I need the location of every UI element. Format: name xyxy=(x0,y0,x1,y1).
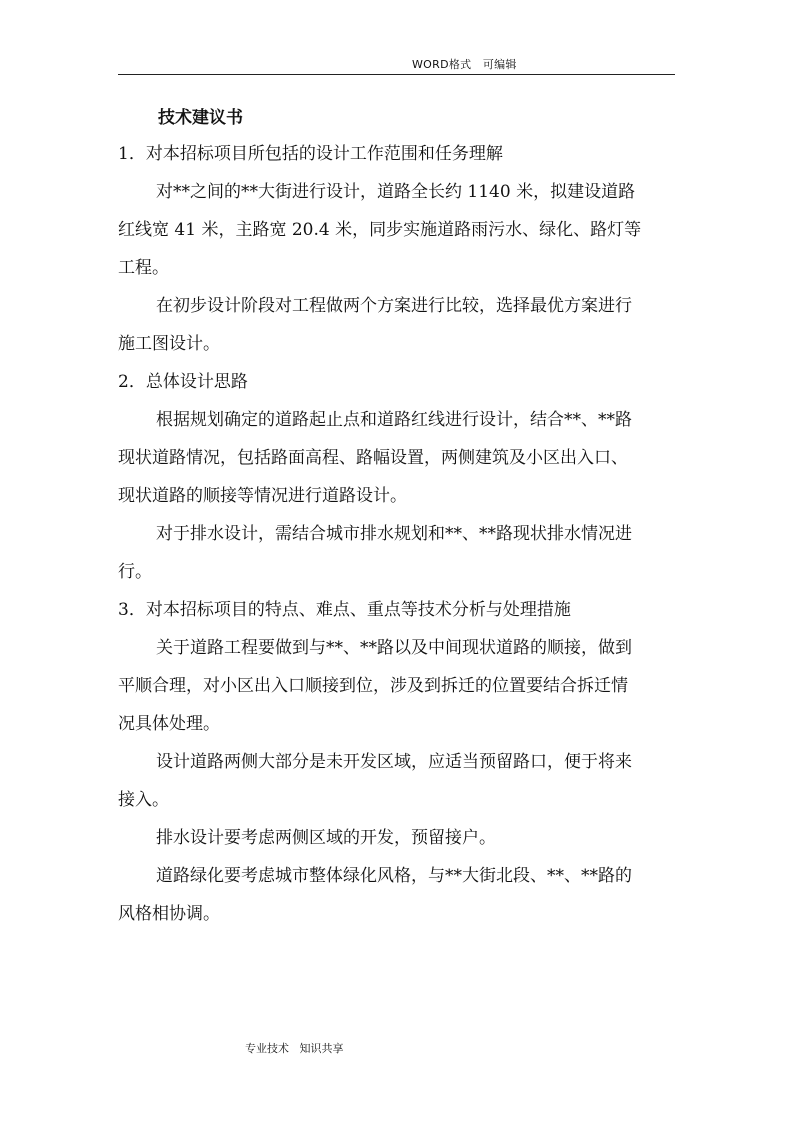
text-line: 1．对本招标项目所包括的设计工作范围和任务理解 xyxy=(118,144,503,164)
page-footer: 专业技术 知识共享 xyxy=(245,1042,344,1055)
text-line: 施工图设计。 xyxy=(118,334,220,354)
text-line: 况具体处理。 xyxy=(118,714,220,734)
text-line: 红线宽 41 米，主路宽 20.4 米，同步实施道路雨污水、绿化、路灯等 xyxy=(118,220,642,240)
text-line: 工程。 xyxy=(118,258,169,278)
text-line: 行。 xyxy=(118,562,152,582)
document-title: 技术建议书 xyxy=(158,108,243,128)
text-line: 在初步设计阶段对工程做两个方案进行比较，选择最优方案进行 xyxy=(156,296,632,316)
text-line: 2．总体设计思路 xyxy=(118,372,248,392)
text-line: 现状道路的顺接等情况进行道路设计。 xyxy=(118,486,407,506)
text-line: 现状道路情况，包括路面高程、路幅设置，两侧建筑及小区出入口、 xyxy=(118,448,628,468)
text-line: 根据规划确定的道路起止点和道路红线进行设计，结合**、**路 xyxy=(156,410,632,430)
page-header xyxy=(118,54,675,75)
document-body xyxy=(118,103,678,933)
text-line: 对于排水设计，需结合城市排水规划和**、**路现状排水情况进 xyxy=(156,524,632,544)
text-line: 平顺合理，对小区出入口顺接到位，涉及到拆迁的位置要结合拆迁情 xyxy=(118,676,628,696)
text-line: 道路绿化要考虑城市整体绿化风格，与**大街北段、**、**路的 xyxy=(156,866,632,886)
text-line: 风格相协调。 xyxy=(118,904,220,924)
text-line: 对**之间的**大街进行设计，道路全长约 1140 米，拟建设道路 xyxy=(156,182,636,202)
text-line: 排水设计要考虑两侧区域的开发，预留接户。 xyxy=(156,828,496,848)
text-line: 接入。 xyxy=(118,790,169,810)
text-line: 关于道路工程要做到与**、**路以及中间现状道路的顺接，做到 xyxy=(156,638,632,658)
paragraph-lines xyxy=(118,135,678,933)
header-text: WORD格式 可编辑 xyxy=(412,58,517,71)
text-line: 设计道路两侧大部分是未开发区域，应适当预留路口，便于将来 xyxy=(156,752,632,772)
text-line: 3．对本招标项目的特点、难点、重点等技术分析与处理措施 xyxy=(118,600,571,620)
